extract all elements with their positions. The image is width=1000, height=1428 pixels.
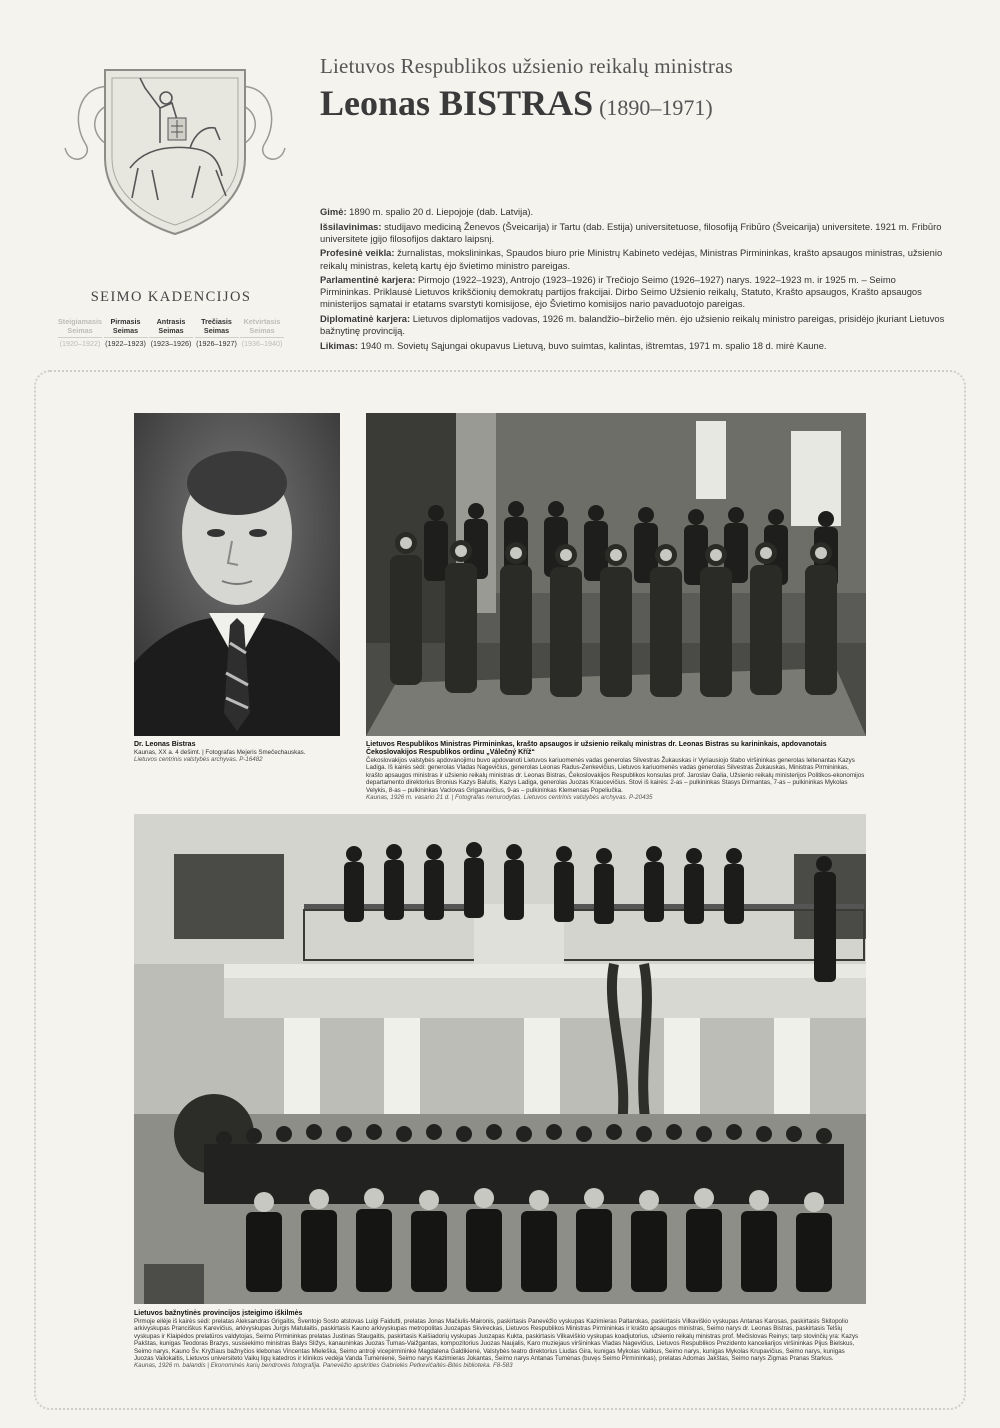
term-steigiamasis: Steigiamasis Seimas (1920–1922) (58, 317, 102, 348)
term-ketvirtasis: Ketvirtasis Seimas (1936–1940) (241, 317, 283, 348)
header-subtitle: Lietuvos Respublikos užsienio reikalų ministras (320, 54, 734, 78)
person-name: Leonas BISTRAS (320, 83, 594, 123)
officers-caption-title: Lietuvos Respublikos Ministras Pirmininkas, krašto apsaugos ir užsienio reikalų ministras dr. Leonas Bistras su karininkais, apdovanotais Čekoslovakijos Respublikos ordinu „Válečný Kříž“ (366, 741, 827, 756)
church-caption-title: Lietuvos bažnytinės provincijos įsteigimo iškilmės (134, 1310, 303, 1317)
officers-caption (366, 741, 866, 801)
church-caption-source: Kaunas, 1926 m. balandis | Ekonominės karių bendrovės fotografija. Panevėžio apskrities Gabrielės Petkevičaitės-Bitės biblioteka. F8-583 (134, 1362, 513, 1370)
bio-profession: Profesinė veikla: žurnalistas, mokslininkas, Spaudos biuro prie Ministrų Kabineto vedėjas, Ministras Pirmininkas, krašto apsaugos ministras, užsienio reikalų ministras, keletą kartų ėjo švietimo ministro pareigas. (320, 247, 943, 271)
church-caption-body: Pirmoje eilėje iš kairės sėdi: prelatas Aleksandras Grigaitis, Šventojo Sosto atstovas Luigi Faidutti, prelatas Jonas Mačiulis-Maironis, paskirtasis Panevėžio vyskupas Kazimieras Paltarokas, paskirtasis Vilkaviškio vyskupas Antanas Karosas, paskirtasis Skitopolio arkivyskupas Pranciškus Karevičius, arkivyskupas Jurgis Matulaitis, paskirtasis Kauno arkivyskupas metropolitas Juozapas Skvireckas, Lietuvos Respublikos Ministras Pirmininkas ir krašto apsaugos ministras, Seimo narys dr. Leonas Bistras, paskirtasis Telšių vyskupas ir Klaipėdos prelatūros valdytojas, Seimo Pirmininkas prelatas Justinas Staugaitis, paskirtasis Kaišiadorių vyskupas Juozapas Kukta, paskirtasis Vilkaviškio vyskupas koadjutorius, užsienio reikalų ministras prof. Mečislovas Reinys; tarp stovinčių yra: Kazys Pakštas, kunigas Teodoras Brazys, susisiekimo ministras Balys Sližys, kanauninkas Juozas Tumas-Vaižgantas, kompozitorius Juozas Naujalis, Karo muziejaus viršininkas Vladas Nagevičius, Lietuvos Respublikos Prezidento kanceliarijos viršininkas Pijus Bielskus, Seimo narys, Kauno Šv. Kryžiaus bažnyčios klebonas Vincentas Mieleška, Seimo antroji vicepirmininkė Magdalena Galdikienė, Valstybės teatro direktorius Liudas Gira, kunigas Mykolas Vaitkus, Seimo narys, kunigas Mykolas Krupavičius, Seimo narys, kunigas Juozas Vailokaitis, Lietuvos universiteto Vaikų ligų katedros ir klinikos vedėja Vanda Tumėnienė, Seimo narys Kazimieras Jokantas, Seimo narys Antanas Tumėnas (buvęs Seimo Pirmininkas), prelatas Adomas Jakštas, Seimo narys Zigmas Pranas Starkus. (134, 1318, 859, 1363)
officers-group-photo (366, 413, 866, 736)
seimo-terms (58, 318, 284, 349)
bio-parliament: Parlamentinė karjera: Pirmojo (1922–1923), Antrojo (1923–1926) ir Trečiojo Seimo (1926–1927) narys. 1922–1923 m. ir 1925 m. – Seimo Pirmininkas. Priklausė Lietuvos krikščionių demokratų partijos frakcijai. Dirbo Seimo Užsienio reikalų, Statuto, Krašto apsaugos, Krašto apsaugos ministerijos sąmatai ir etatams svarstyti komisijose, ėjo Švietimo komisijos nario pavaduotojo pareigas. (320, 274, 922, 310)
officers-caption-body: Čekoslovakijos valstybės apdovanojimu buvo apdovanoti Lietuvos kariuomenės vadas generolas Silvestras Žukauskas ir Vyriausiojo štabo viršininkas generolas leitenantas Kazys Ladiga. Iš kairės sėdi: generolas Vladas Nagevičius, generolas Leonas Radus-Zenkevičius, Lietuvos kariuomenės vadas generolas Silvestras Žukauskas, Ministras Pirmininkas, krašto apsaugos ministras ir užsienio reikalų ministras dr. Leonas Bistras, Čekoslovakijos Respublikos konsulas prof. Jaroslav Galia, Užsienio reikalų ministerijos Politikos-ekonomijos departamento direktorius Bronius Kazys Balutis, Kazys Ladiga, generolas Juozas Kraucevičius. Stovi iš kairės: 2-as – pulkininkas Stasys Dirmantas, 7-as – pulkininkas Mykolas Velykis, 8-as – pulkininkas Vaclovas Griganavičius, 9-as – pulkininkas Klemensas Popeliučka. (366, 757, 865, 794)
portrait-caption (134, 741, 340, 764)
seimo-terms-title: SEIMO KADENCIJOS (90, 289, 252, 305)
term-antrasis: Antrasis Seimas (1923–1926) (150, 317, 192, 348)
coat-of-arms (60, 48, 290, 238)
portrait-photo (134, 413, 340, 736)
life-years: (1890–1971) (599, 95, 713, 120)
officers-caption-source: Kaunas, 1926 m. vasario 21 d. | Fotografas nenurodytas. Lietuvos centrinis valstybės archyvas. P-20435 (366, 794, 653, 802)
portrait-caption-body: Kaunas, XX a. 4 dešimt. | Fotografas Mejeris Smečechauskas. (134, 749, 306, 756)
bio-fate: Likimas: 1940 m. Sovietų Sąjungai okupavus Lietuvą, buvo suimtas, kalintas, ištremtas, 1971 m. spalio 18 d. mirė Kaune. (320, 339, 827, 351)
church-province-photo (134, 814, 866, 1304)
header-name (320, 82, 713, 124)
biography (320, 206, 946, 355)
bio-birth: Gimė: 1890 m. spalio 20 d. Liepojoje (dab. Latvija). (320, 206, 534, 217)
portrait-caption-source: Lietuvos centrinis valstybės archyvas. P-16482 (134, 756, 263, 764)
bio-diplomacy: Diplomatinė karjera: Lietuvos diplomatijos vadovas, 1926 m. balandžio–birželio mėn. ėjo užsienio reikalų ministro pareigas, prisidėjo įkuriant Lietuvos bažnytinę provinciją. (320, 313, 945, 337)
portrait-caption-title: Dr. Leonas Bistras (134, 741, 196, 748)
term-pirmasis: Pirmasis Seimas (1922–1923) (105, 317, 146, 348)
bio-education: Išsilavinimas: studijavo mediciną Ženevos (Šveicarija) ir Tartu (dab. Estija) universitetuose, filosofiją Fribūro (Šveicarija) universitete. 1921 m. Fribūro universitete įgijo filosofijos daktaro laipsnį. (320, 220, 942, 244)
church-caption (134, 1310, 866, 1370)
term-treciasis: Trečiasis Seimas (1926–1927) (196, 317, 237, 348)
